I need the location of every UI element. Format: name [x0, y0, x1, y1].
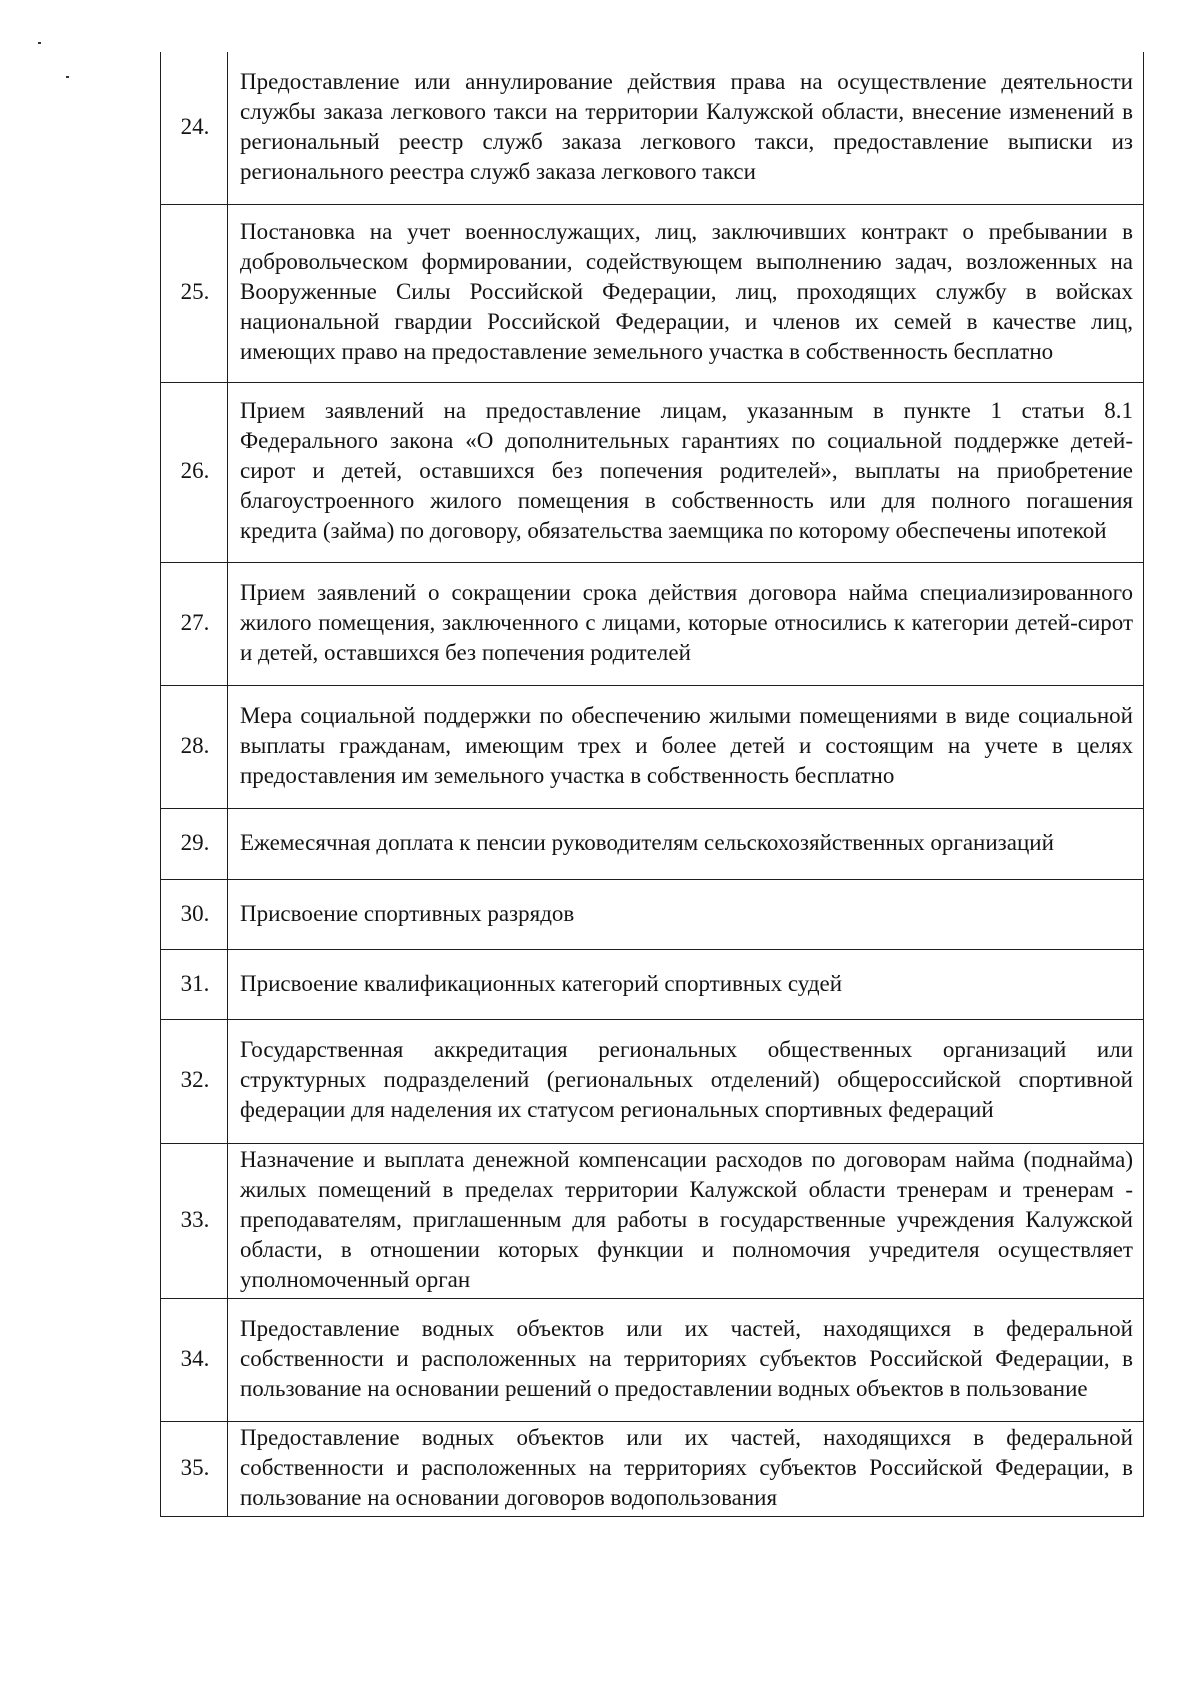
scan-speck [66, 76, 69, 78]
table-row [161, 1143, 1144, 1298]
table-row [161, 382, 1144, 562]
service-name: Постановка на учет военнослужащих, лиц, заключивших контракт о пребывании в добровольческом формировании, содействующем выполнению задач, возложенных на Вооруженные Силы Российской Федерации, лиц, проходящих службу в войсках национальной гвардии Российской Федерации, и членов их семей в качестве лиц, имеющих право на предоставление земельного участка в собственность бесплатно [228, 204, 1144, 382]
row-number: 33. [161, 1143, 228, 1298]
table-row [161, 204, 1144, 382]
table-row [161, 1421, 1144, 1516]
service-name: Присвоение квалификационных категорий спортивных судей [228, 949, 1144, 1019]
row-number: 25. [161, 204, 228, 382]
service-name: Присвоение спортивных разрядов [228, 879, 1144, 949]
service-name: Прием заявлений о сокращении срока действия договора найма специализированного жилого помещения, заключенного с лицами, которые относились к категории детей-сирот и детей, оставшихся без попечения родителей [228, 562, 1144, 685]
row-number: 26. [161, 382, 228, 562]
services-table [160, 52, 1144, 1517]
table-row [161, 1019, 1144, 1143]
table-row [161, 52, 1144, 204]
row-number: 34. [161, 1298, 228, 1421]
row-number: 24. [161, 52, 228, 204]
row-number: 29. [161, 808, 228, 879]
table-row [161, 562, 1144, 685]
table-row [161, 685, 1144, 808]
row-number: 31. [161, 949, 228, 1019]
table-row [161, 879, 1144, 949]
service-name: Ежемесячная доплата к пенсии руководителям сельскохозяйственных организаций [228, 808, 1144, 879]
row-number: 30. [161, 879, 228, 949]
table-row [161, 808, 1144, 879]
service-name: Предоставление или аннулирование действия права на осуществление деятельности службы заказа легкового такси на территории Калужской области, внесение изменений в региональный реестр служб заказа легкового такси, предоставление выписки из регионального реестра служб заказа легкового такси [228, 52, 1144, 204]
service-name: Государственная аккредитация региональных общественных организаций или структурных подразделений (региональных отделений) общероссийской спортивной федерации для наделения их статусом региональных спортивных федераций [228, 1019, 1144, 1143]
service-name: Прием заявлений на предоставление лицам, указанным в пункте 1 статьи 8.1 Федерального закона «О дополнительных гарантиях по социальной поддержке детей-сирот и детей, оставшихся без попечения родителей», выплаты на приобретение благоустроенного жилого помещения в собственность или для полного погашения кредита (займа) по договору, обязательства заемщика по которому обеспечены ипотекой [228, 382, 1144, 562]
scan-speck [38, 42, 41, 44]
row-number: 28. [161, 685, 228, 808]
table-row [161, 949, 1144, 1019]
service-name: Мера социальной поддержки по обеспечению жилыми помещениями в виде социальной выплаты гражданам, имеющим трех и более детей и состоящим на учете в целях предоставления им земельного участка в собственность бесплатно [228, 685, 1144, 808]
row-number: 35. [161, 1421, 228, 1516]
row-number: 27. [161, 562, 228, 685]
service-name: Предоставление водных объектов или их частей, находящихся в федеральной собственности и расположенных на территориях субъектов Российской Федерации, в пользование на основании решений о предоставлении водных объектов в пользование [228, 1298, 1144, 1421]
table-row [161, 1298, 1144, 1421]
service-name: Предоставление водных объектов или их частей, находящихся в федеральной собственности и расположенных на территориях субъектов Российской Федерации, в пользование на основании договоров водопользования [228, 1421, 1144, 1516]
row-number: 32. [161, 1019, 228, 1143]
service-name: Назначение и выплата денежной компенсации расходов по договорам найма (поднайма) жилых помещений в пределах территории Калужской области тренерам и тренерам - преподавателям, приглашенным для работы в государственные учреждения Калужской области, в отношении которых функции и полномочия учредителя осуществляет уполномоченный орган [228, 1143, 1144, 1298]
